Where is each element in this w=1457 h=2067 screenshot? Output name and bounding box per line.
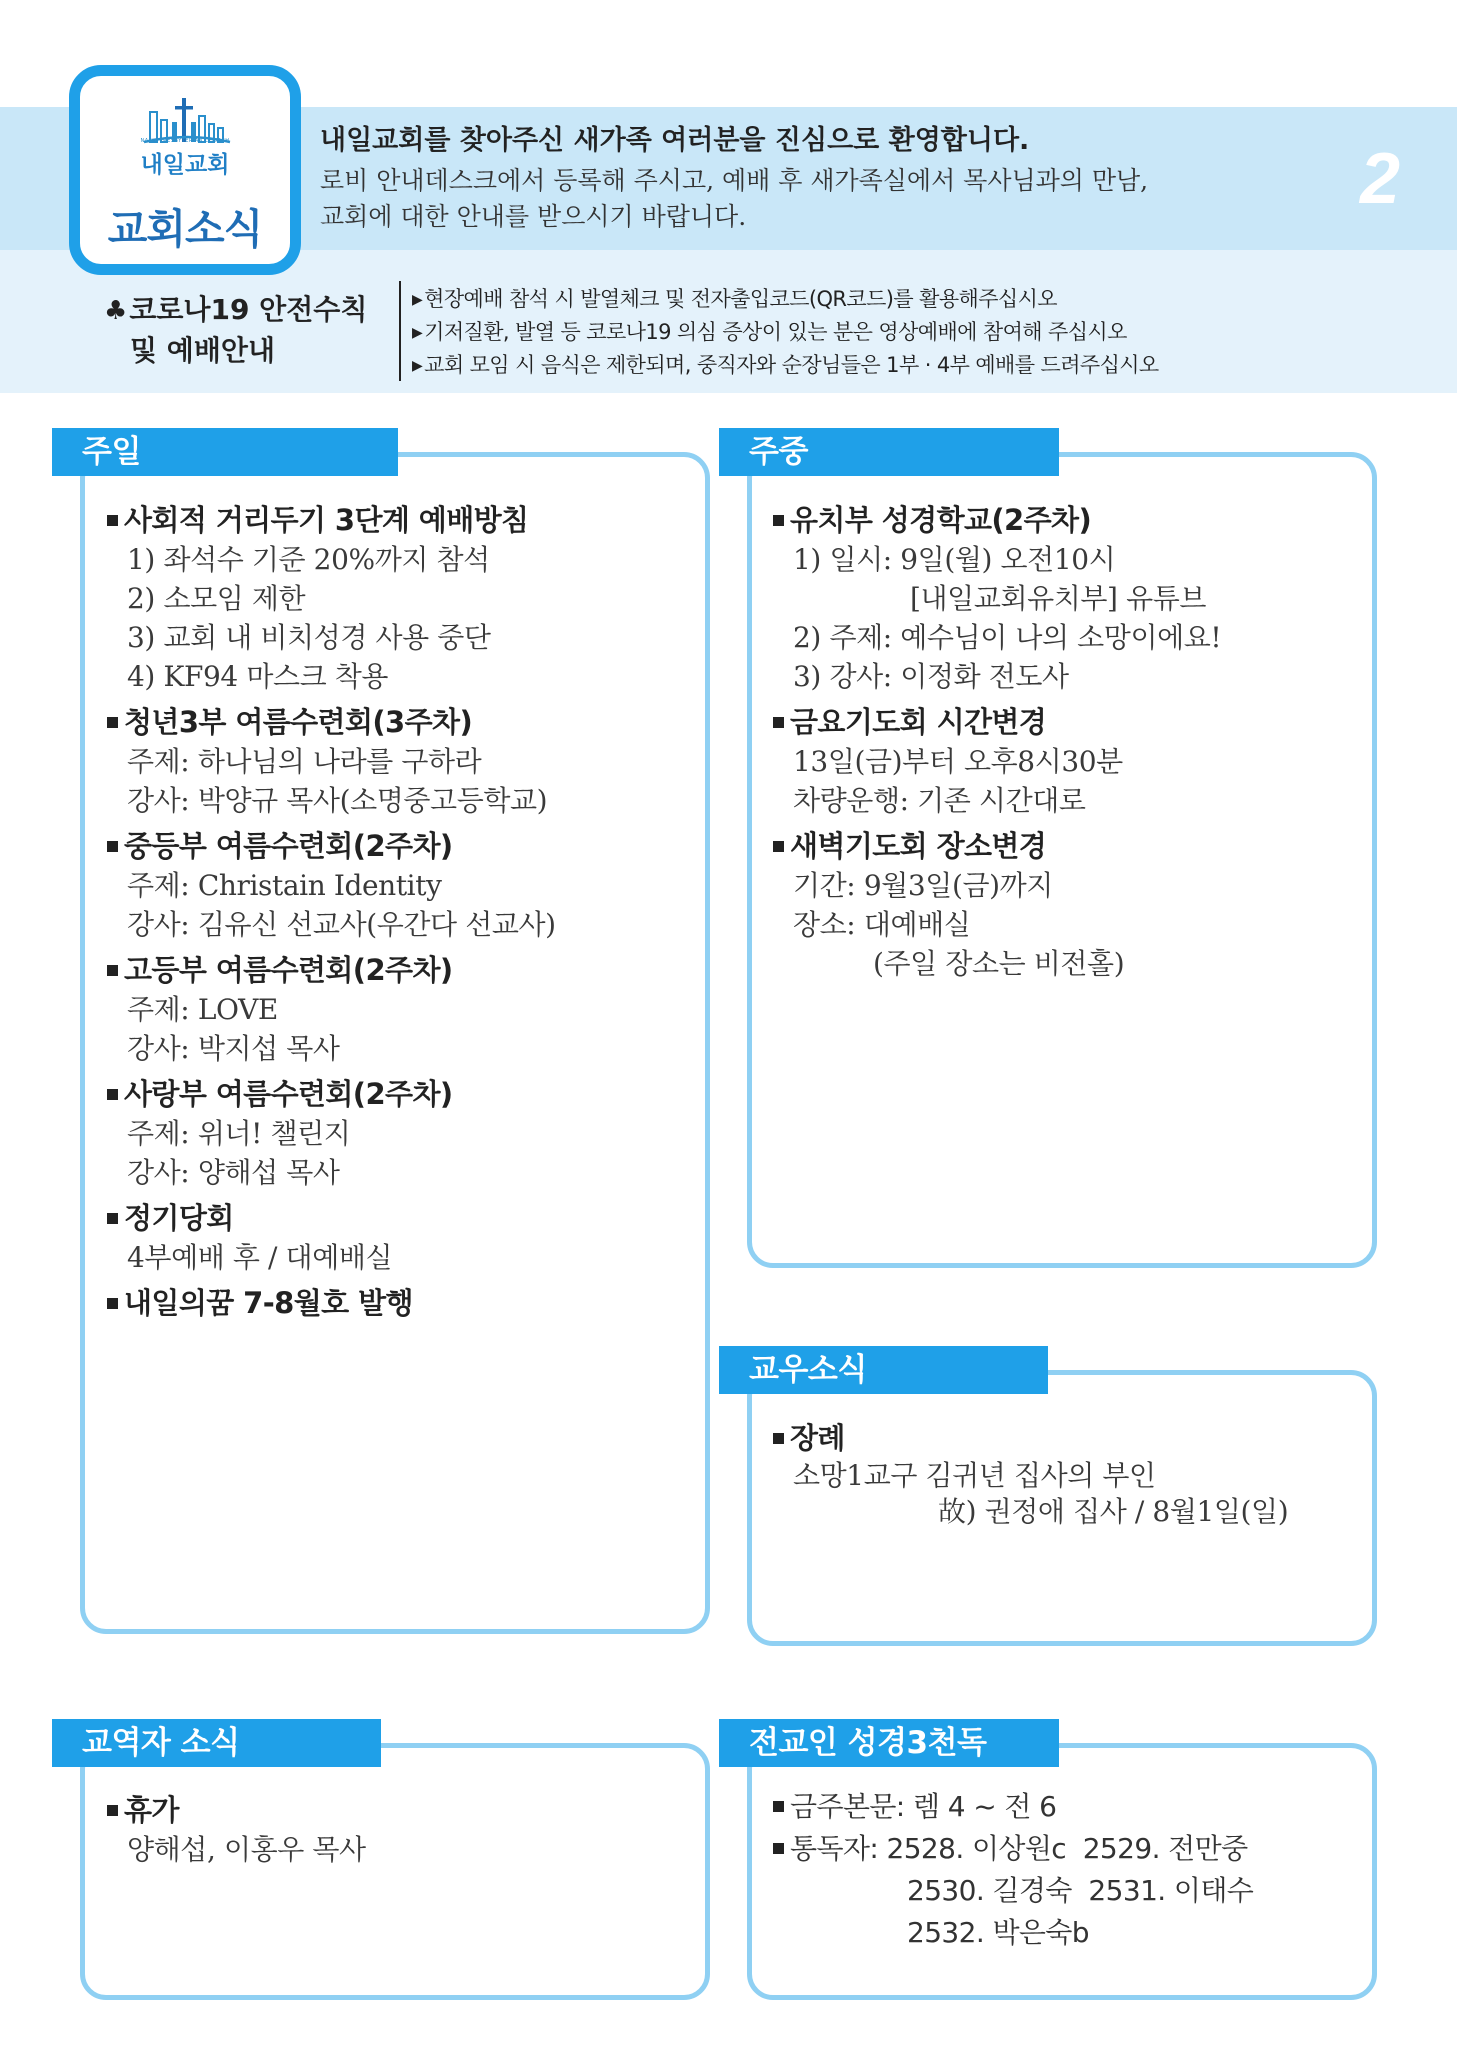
item-heading: 휴가 [107,1790,697,1830]
square-bullet-icon [773,841,784,852]
notice-title-line: 코로나19 안전수칙 [129,293,368,326]
triangle-bullet-icon: ▶ [412,292,423,308]
square-bullet-icon [773,1433,784,1444]
item-heading: 장례 [773,1418,1363,1458]
readers-line: 2532. 박은숙b [907,1916,1089,1949]
notice-item: ▶기저질환, 발열 등 코로나19 의심 증상이 있는 분은 영상예배에 참여해 주십시오 [412,320,1127,344]
square-bullet-icon [773,1843,784,1854]
section-title: 교회소식 [107,205,263,253]
item-line: 3) 교회 내 비치성경 사용 중단 [127,621,491,654]
square-bullet-icon [773,1801,784,1812]
square-bullet-icon [107,1805,118,1816]
welcome-message [320,118,1320,235]
item-line: 13일(금)부터 오후8시30분 [793,745,1123,778]
weekday-tab: 주중 [719,428,1059,476]
square-bullet-icon [107,1089,118,1100]
triangle-bullet-icon: ▶ [412,358,423,374]
item-line: 양해섭, 이홍우 목사 [127,1833,366,1866]
passage-line: 금주본문: 렘 4 ~ 전 6 [773,1786,1363,1828]
sunday-content [107,500,697,1323]
notice-item: ▶현장예배 참석 시 발열체크 및 전자출입코드(QR코드)를 활용해주십시오 [412,287,1057,311]
item-line: 기간: 9월3일(금)까지 [793,869,1053,902]
item-heading: 사랑부 여름수련회(2주차) [107,1074,697,1114]
item-line: 강사: 박지섭 목사 [127,1032,340,1065]
item-line: 2) 소모임 제한 [127,582,306,615]
sunday-tab: 주일 [52,428,398,476]
logo-tagline: NAEIL PRESBYTERIAN CHURCH [140,138,230,144]
item-line: 소망1교구 김귀년 집사의 부인 [793,1459,1156,1492]
square-bullet-icon [773,717,784,728]
item-line: (주일 장소는 비전홀) [873,947,1125,980]
item-heading: 내일의꿈 7-8월호 발행 [107,1283,697,1323]
item-heading: 새벽기도회 장소변경 [773,826,1363,866]
bible-reading-tab: 전교인 성경3천독 [719,1719,1059,1767]
welcome-line: 교회에 대한 안내를 받으시기 바랍니다. [320,202,747,231]
item-line: 강사: 양해섭 목사 [127,1156,340,1189]
notice-title [104,290,367,371]
square-bullet-icon [107,717,118,728]
item-line: 차량운행: 기존 시간대로 [793,784,1086,817]
triangle-bullet-icon: ▶ [412,325,423,341]
page-number: 2 [1360,139,1401,219]
member-news-tab: 교우소식 [719,1346,1048,1394]
item-line: 1) 일시: 9일(월) 오전10시 [793,543,1116,576]
club-icon: ♣ [104,296,128,326]
notice-list [412,283,1452,382]
square-bullet-icon [107,841,118,852]
square-bullet-icon [107,1213,118,1224]
item-line: 3) 강사: 이정화 전도사 [793,660,1069,693]
item-heading: 유치부 성경학교(2주차) [773,500,1363,540]
staff-news-content [107,1790,697,1869]
item-line: 故) 권정애 집사 / 8월1일(일) [938,1495,1289,1528]
item-line: 주제: LOVE [127,993,278,1026]
bible-reading-content [773,1786,1363,1954]
item-heading: 사회적 거리두기 3단계 예배방침 [107,500,697,540]
item-line: 1) 좌석수 기준 20%까지 참석 [127,543,490,576]
weekday-content [773,500,1363,983]
staff-news-panel [80,1743,710,2000]
item-line: 주제: Christain Identity [127,869,442,902]
church-logo-box [69,65,301,275]
staff-news-tab: 교역자 소식 [52,1719,381,1767]
item-line: [내일교회유치부] 유튜브 [910,582,1207,615]
item-line: 장소: 대예배실 [793,908,971,941]
item-heading: 청년3부 여름수련회(3주차) [107,702,697,742]
item-line: 4) KF94 마스크 착용 [127,660,389,693]
item-heading: 고등부 여름수련회(2주차) [107,950,697,990]
notice-item: ▶교회 모임 시 음식은 제한되며, 중직자와 순장님들은 1부 · 4부 예배를 드려주십시오 [412,353,1159,377]
readers-line: 2530. 길경숙 2531. 이태수 [907,1874,1254,1907]
square-bullet-icon [107,965,118,976]
welcome-line: 로비 안내데스크에서 등록해 주시고, 예배 후 새가족실에서 목사님과의 만남, [320,166,1149,195]
notice-title-line: 및 예배안내 [130,334,275,367]
item-line: 4부예배 후 / 대예배실 [127,1241,393,1274]
item-line: 강사: 김유신 선교사(우간다 선교사) [127,908,556,941]
item-heading: 정기당회 [107,1198,697,1238]
readers-line: 통독자: 2528. 이상원c 2529. 전만중 [773,1828,1363,1870]
item-heading: 금요기도회 시간변경 [773,702,1363,742]
welcome-heading: 내일교회를 찾아주신 새가족 여러분을 진심으로 환영합니다. [320,125,1030,156]
item-heading: 중등부 여름수련회(2주차) [107,826,697,866]
square-bullet-icon [107,515,118,526]
square-bullet-icon [773,515,784,526]
item-line: 주제: 하나님의 나라를 구하라 [127,745,482,778]
logo-name: 내일교회 [140,152,230,178]
item-line: 주제: 위너! 챌린지 [127,1117,351,1150]
item-line: 강사: 박양규 목사(소명중고등학교) [127,784,548,817]
square-bullet-icon [107,1298,118,1309]
member-news-content [773,1418,1363,1530]
item-line: 2) 주제: 예수님이 나의 소망이에요! [793,621,1222,654]
notice-divider [399,281,401,381]
